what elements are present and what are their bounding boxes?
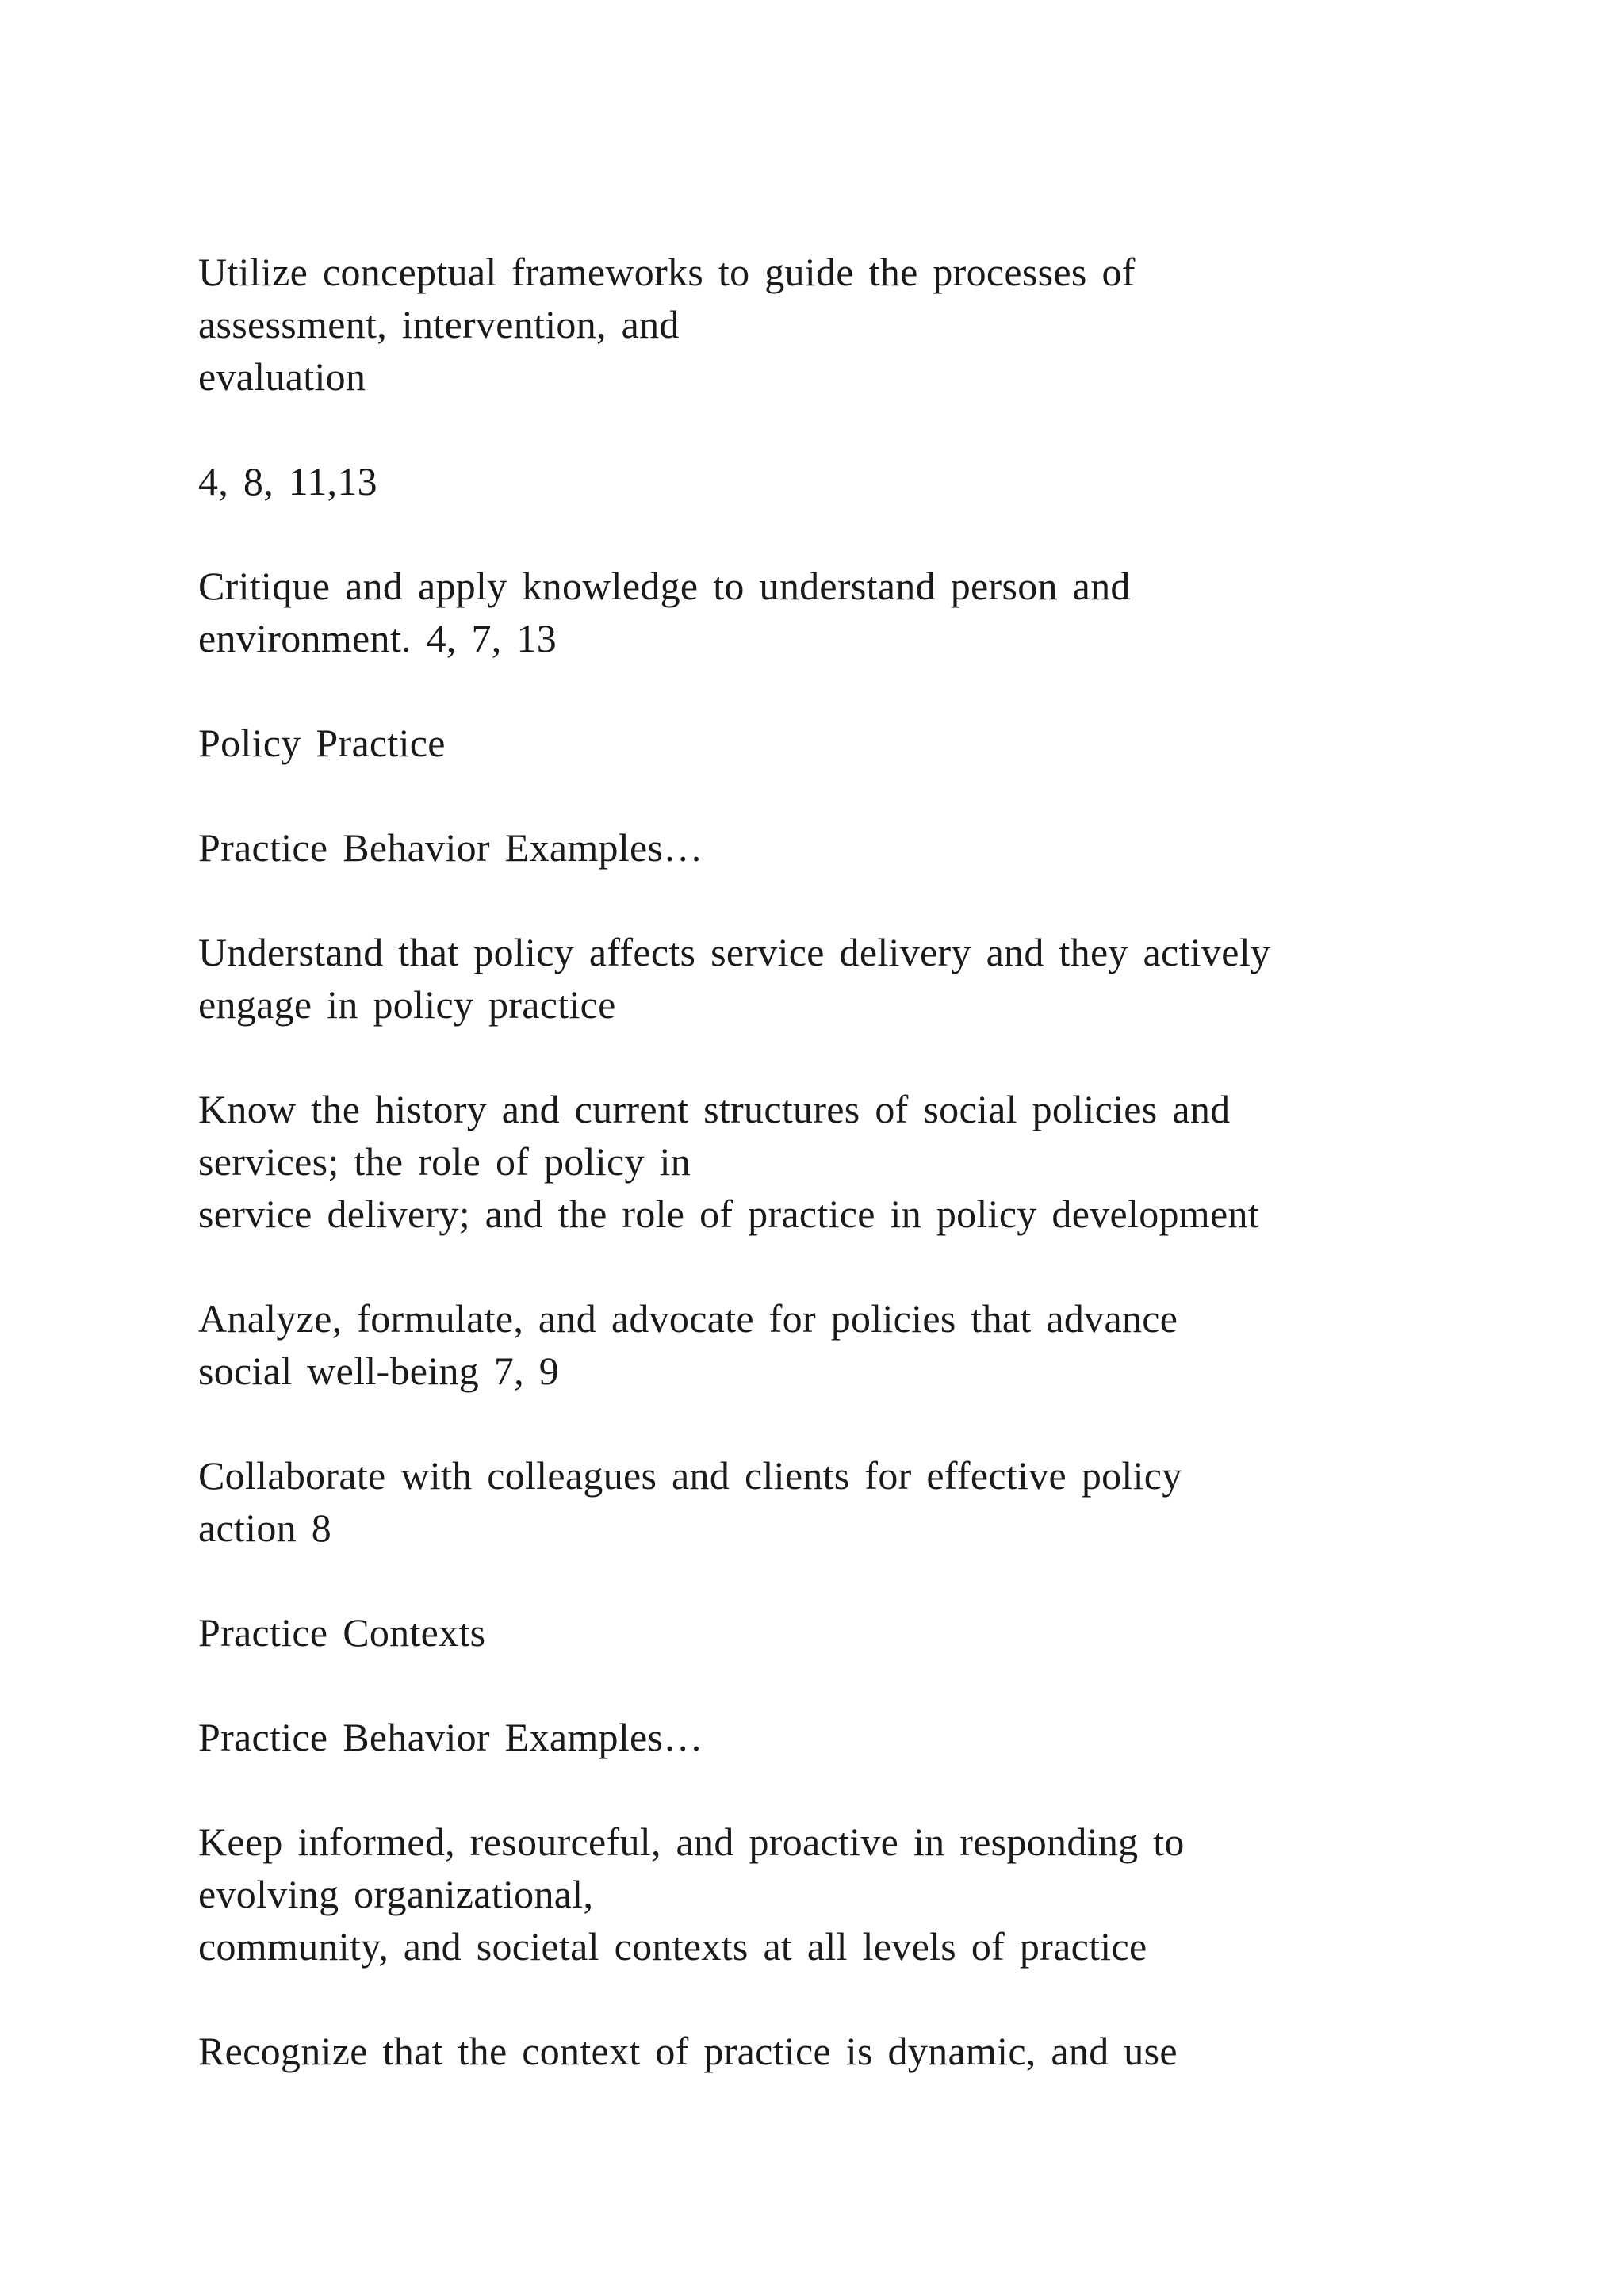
- paragraph-policy-history: [198, 1083, 1546, 1240]
- text-line: Utilize conceptual frameworks to guide the processes of: [198, 250, 1136, 294]
- text-line: assessment, intervention, and: [198, 302, 680, 346]
- section-heading-policy-practice: [198, 717, 1546, 769]
- document-body: [198, 246, 1546, 2130]
- text-line: community, and societal contexts at all levels of practice: [198, 1924, 1147, 1969]
- paragraph-critique: [198, 560, 1546, 664]
- text-line: Policy Practice: [198, 721, 446, 765]
- text-line: engage in policy practice: [198, 982, 616, 1027]
- text-line: environment. 4, 7, 13: [198, 616, 557, 660]
- text-line: Keep informed, resourceful, and proactive in responding to: [198, 1820, 1185, 1864]
- paragraph-analyze-policies: [198, 1292, 1546, 1397]
- text-line: Critique and apply knowledge to understand person and: [198, 564, 1131, 608]
- paragraph-keep-informed: [198, 1816, 1546, 1973]
- text-line: Recognize that the context of practice is dynamic, and use: [198, 2029, 1178, 2073]
- paragraph-collaborate: [198, 1449, 1546, 1554]
- text-line: services; the role of policy in: [198, 1139, 691, 1184]
- paragraph-recognize-context: [198, 2025, 1546, 2077]
- text-line: social well-being 7, 9: [198, 1349, 560, 1393]
- paragraph-frameworks: [198, 246, 1546, 403]
- text-line: evolving organizational,: [198, 1872, 594, 1916]
- text-line: Practice Behavior Examples…: [198, 1715, 703, 1759]
- paragraph-policy-delivery: [198, 926, 1546, 1031]
- text-line: service delivery; and the role of practice in policy development: [198, 1192, 1259, 1236]
- paragraph-chapter-refs: [198, 455, 1546, 507]
- text-line: evaluation: [198, 354, 366, 399]
- subheading-practice-behavior: [198, 821, 1546, 874]
- text-line: action 8: [198, 1506, 332, 1550]
- subheading-practice-behavior: [198, 1711, 1546, 1763]
- text-line: Practice Behavior Examples…: [198, 825, 703, 870]
- text-line: Practice Contexts: [198, 1610, 486, 1655]
- text-line: Collaborate with colleagues and clients for effective policy: [198, 1453, 1182, 1498]
- section-heading-practice-contexts: [198, 1606, 1546, 1659]
- text-line: Understand that policy affects service delivery and they actively: [198, 930, 1271, 974]
- text-line: Analyze, formulate, and advocate for policies that advance: [198, 1296, 1178, 1341]
- text-line: 4, 8, 11,13: [198, 459, 377, 503]
- text-line: Know the history and current structures of social policies and: [198, 1087, 1231, 1131]
